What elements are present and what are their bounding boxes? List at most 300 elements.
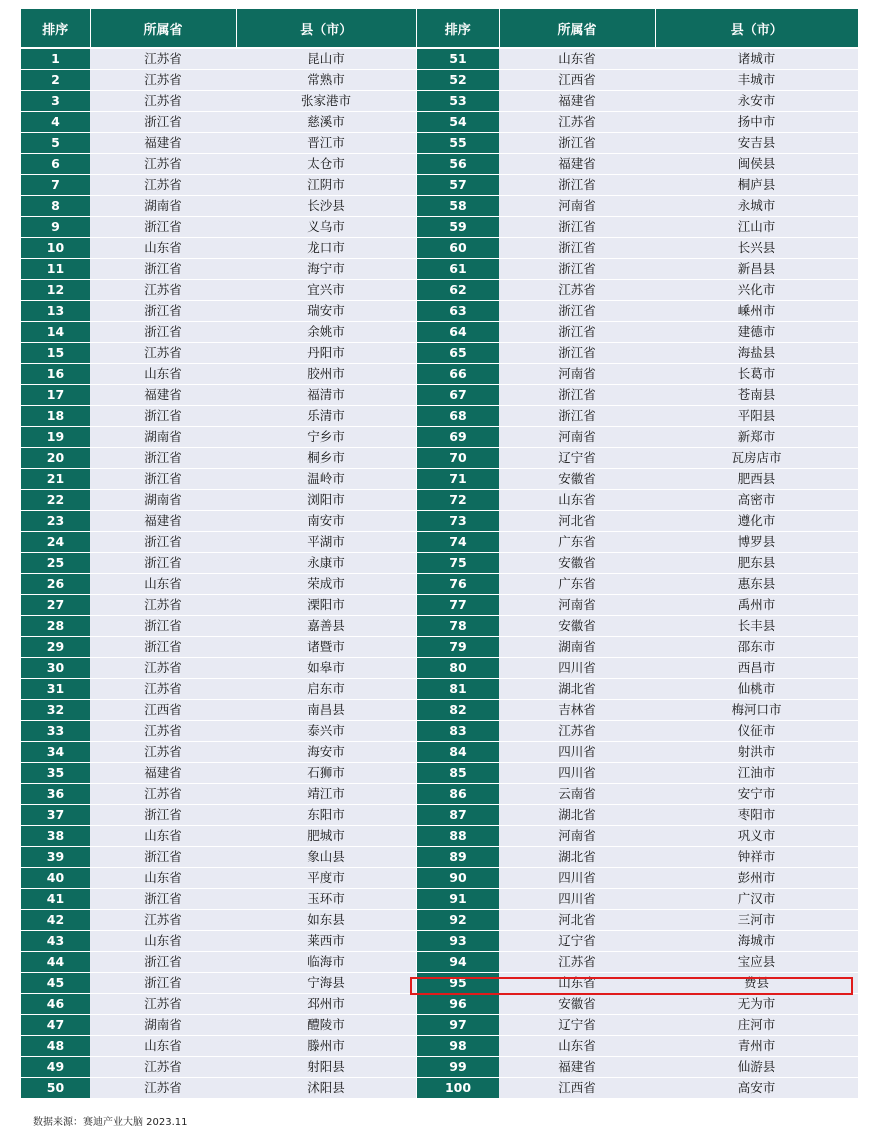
table-row xyxy=(21,196,416,217)
county-cell: 启东市 xyxy=(236,679,416,700)
province-cell: 江苏省 xyxy=(90,1057,236,1078)
rank-cell: 80 xyxy=(417,658,499,679)
county-cell: 晋江市 xyxy=(236,133,416,154)
county-cell: 巩义市 xyxy=(655,826,858,847)
rank-cell: 69 xyxy=(417,427,499,448)
table-row xyxy=(417,259,858,280)
table-row xyxy=(417,553,858,574)
table-row xyxy=(417,301,858,322)
table-row xyxy=(21,112,416,133)
rank-cell: 23 xyxy=(21,511,90,532)
rank-cell: 73 xyxy=(417,511,499,532)
table-row xyxy=(417,847,858,868)
table-row xyxy=(417,973,858,994)
table-row xyxy=(21,322,416,343)
rank-cell: 2 xyxy=(21,70,90,91)
province-cell: 安徽省 xyxy=(499,616,655,637)
province-cell: 浙江省 xyxy=(90,637,236,658)
table-row xyxy=(417,1078,858,1099)
county-cell: 滕州市 xyxy=(236,1036,416,1057)
county-cell: 仙游县 xyxy=(655,1057,858,1078)
table-row xyxy=(21,553,416,574)
province-cell: 江苏省 xyxy=(90,784,236,805)
province-cell: 浙江省 xyxy=(499,238,655,259)
county-cell: 遵化市 xyxy=(655,511,858,532)
table-row xyxy=(417,49,858,70)
province-cell: 江苏省 xyxy=(499,112,655,133)
rank-cell: 59 xyxy=(417,217,499,238)
county-cell: 太仓市 xyxy=(236,154,416,175)
province-cell: 山东省 xyxy=(90,1036,236,1057)
rank-cell: 4 xyxy=(21,112,90,133)
table-row xyxy=(417,343,858,364)
table-row xyxy=(417,427,858,448)
province-cell: 江苏省 xyxy=(90,91,236,112)
county-cell: 海盐县 xyxy=(655,343,858,364)
county-cell: 平阳县 xyxy=(655,406,858,427)
county-cell: 海安市 xyxy=(236,742,416,763)
province-cell: 河北省 xyxy=(499,511,655,532)
table-row xyxy=(417,490,858,511)
table-row xyxy=(21,217,416,238)
province-header: 所属省 xyxy=(90,9,236,47)
table-row xyxy=(417,910,858,931)
rank-cell: 63 xyxy=(417,301,499,322)
province-cell: 湖南省 xyxy=(90,1015,236,1036)
county-cell: 如东县 xyxy=(236,910,416,931)
rank-cell: 39 xyxy=(21,847,90,868)
rank-cell: 100 xyxy=(417,1078,499,1099)
province-cell: 江西省 xyxy=(90,700,236,721)
province-cell: 浙江省 xyxy=(90,322,236,343)
county-cell: 彭州市 xyxy=(655,868,858,889)
rank-cell: 48 xyxy=(21,1036,90,1057)
county-cell: 慈溪市 xyxy=(236,112,416,133)
table-row xyxy=(21,532,416,553)
rank-cell: 17 xyxy=(21,385,90,406)
county-cell: 义乌市 xyxy=(236,217,416,238)
province-cell: 福建省 xyxy=(90,763,236,784)
county-cell: 龙口市 xyxy=(236,238,416,259)
table-row xyxy=(21,280,416,301)
rank-cell: 32 xyxy=(21,700,90,721)
table-row xyxy=(417,175,858,196)
rank-cell: 26 xyxy=(21,574,90,595)
rank-cell: 7 xyxy=(21,175,90,196)
county-cell: 瓦房店市 xyxy=(655,448,858,469)
table-row xyxy=(21,721,416,742)
rank-cell: 66 xyxy=(417,364,499,385)
province-cell: 福建省 xyxy=(90,511,236,532)
table-row xyxy=(417,994,858,1015)
rank-cell: 55 xyxy=(417,133,499,154)
province-cell: 江西省 xyxy=(499,70,655,91)
county-cell: 桐庐县 xyxy=(655,175,858,196)
rank-cell: 74 xyxy=(417,532,499,553)
province-cell: 浙江省 xyxy=(90,889,236,910)
table-row xyxy=(417,469,858,490)
county-cell: 高安市 xyxy=(655,1078,858,1099)
province-cell: 福建省 xyxy=(499,154,655,175)
table-row xyxy=(417,154,858,175)
rank-cell: 44 xyxy=(21,952,90,973)
county-cell: 长沙县 xyxy=(236,196,416,217)
county-cell: 靖江市 xyxy=(236,784,416,805)
province-cell: 浙江省 xyxy=(90,217,236,238)
table-row xyxy=(417,700,858,721)
rank-cell: 43 xyxy=(21,931,90,952)
table-row xyxy=(417,742,858,763)
province-cell: 四川省 xyxy=(499,742,655,763)
province-cell: 山东省 xyxy=(499,49,655,70)
county-cell: 兴化市 xyxy=(655,280,858,301)
rank-cell: 5 xyxy=(21,133,90,154)
province-cell: 山东省 xyxy=(90,574,236,595)
province-cell: 山东省 xyxy=(90,238,236,259)
province-cell: 浙江省 xyxy=(90,952,236,973)
table-row xyxy=(21,364,416,385)
province-cell: 辽宁省 xyxy=(499,1015,655,1036)
table-row xyxy=(21,427,416,448)
county-cell: 肥东县 xyxy=(655,553,858,574)
county-cell: 江阴市 xyxy=(236,175,416,196)
data-source-note: 数据来源：赛迪产业大脑 2023.11 xyxy=(33,1117,188,1128)
county-cell: 三河市 xyxy=(655,910,858,931)
province-cell: 浙江省 xyxy=(499,322,655,343)
table-row xyxy=(21,805,416,826)
province-cell: 浙江省 xyxy=(90,301,236,322)
table-row xyxy=(417,511,858,532)
rank-cell: 64 xyxy=(417,322,499,343)
county-cell: 江山市 xyxy=(655,217,858,238)
rank-cell: 97 xyxy=(417,1015,499,1036)
county-cell: 长丰县 xyxy=(655,616,858,637)
table-row xyxy=(21,658,416,679)
rank-cell: 36 xyxy=(21,784,90,805)
rank-cell: 88 xyxy=(417,826,499,847)
province-cell: 江苏省 xyxy=(90,742,236,763)
table-row xyxy=(21,952,416,973)
province-cell: 山东省 xyxy=(499,1036,655,1057)
province-cell: 浙江省 xyxy=(90,469,236,490)
rank-cell: 87 xyxy=(417,805,499,826)
rank-cell: 11 xyxy=(21,259,90,280)
table-row xyxy=(21,973,416,994)
county-cell: 诸城市 xyxy=(655,49,858,70)
county-cell: 钟祥市 xyxy=(655,847,858,868)
rank-cell: 72 xyxy=(417,490,499,511)
county-cell: 乐清市 xyxy=(236,406,416,427)
table-row xyxy=(417,280,858,301)
county-cell: 邵东市 xyxy=(655,637,858,658)
province-cell: 云南省 xyxy=(499,784,655,805)
rank-cell: 62 xyxy=(417,280,499,301)
province-cell: 江苏省 xyxy=(90,175,236,196)
county-cell: 瑞安市 xyxy=(236,301,416,322)
province-cell: 湖南省 xyxy=(499,637,655,658)
county-cell: 嘉善县 xyxy=(236,616,416,637)
rank-cell: 60 xyxy=(417,238,499,259)
province-cell: 江苏省 xyxy=(499,952,655,973)
province-cell: 江西省 xyxy=(499,1078,655,1099)
rank-cell: 68 xyxy=(417,406,499,427)
table-row xyxy=(417,1015,858,1036)
province-cell: 浙江省 xyxy=(90,847,236,868)
rank-cell: 70 xyxy=(417,448,499,469)
county-cell: 宝应县 xyxy=(655,952,858,973)
ranking-table-right xyxy=(417,9,858,1099)
rank-cell: 30 xyxy=(21,658,90,679)
province-cell: 吉林省 xyxy=(499,700,655,721)
province-cell: 浙江省 xyxy=(90,973,236,994)
table-row xyxy=(21,469,416,490)
table-row xyxy=(21,868,416,889)
province-cell: 浙江省 xyxy=(90,259,236,280)
province-cell: 浙江省 xyxy=(90,448,236,469)
table-row xyxy=(417,196,858,217)
rank-cell: 82 xyxy=(417,700,499,721)
county-cell: 青州市 xyxy=(655,1036,858,1057)
county-cell: 永康市 xyxy=(236,553,416,574)
table-row xyxy=(417,406,858,427)
table-row xyxy=(21,511,416,532)
rank-cell: 12 xyxy=(21,280,90,301)
rank-cell: 46 xyxy=(21,994,90,1015)
rank-cell: 78 xyxy=(417,616,499,637)
rank-cell: 58 xyxy=(417,196,499,217)
province-cell: 江苏省 xyxy=(90,154,236,175)
province-cell: 山东省 xyxy=(90,826,236,847)
rank-cell: 85 xyxy=(417,763,499,784)
rank-cell: 37 xyxy=(21,805,90,826)
table-row xyxy=(417,679,858,700)
province-cell: 江苏省 xyxy=(90,679,236,700)
county-cell: 射阳县 xyxy=(236,1057,416,1078)
province-cell: 江苏省 xyxy=(90,595,236,616)
rank-cell: 98 xyxy=(417,1036,499,1057)
table-row xyxy=(417,826,858,847)
county-cell: 宜兴市 xyxy=(236,280,416,301)
table-row xyxy=(21,154,416,175)
table-row xyxy=(21,910,416,931)
rank-cell: 61 xyxy=(417,259,499,280)
table-row xyxy=(417,322,858,343)
province-cell: 四川省 xyxy=(499,658,655,679)
rank-cell: 47 xyxy=(21,1015,90,1036)
table-row xyxy=(417,112,858,133)
province-cell: 辽宁省 xyxy=(499,931,655,952)
table-row xyxy=(21,1015,416,1036)
rank-cell: 52 xyxy=(417,70,499,91)
county-cell: 长兴县 xyxy=(655,238,858,259)
province-cell: 安徽省 xyxy=(499,994,655,1015)
county-cell: 浏阳市 xyxy=(236,490,416,511)
county-cell: 醴陵市 xyxy=(236,1015,416,1036)
county-cell: 苍南县 xyxy=(655,385,858,406)
rank-cell: 18 xyxy=(21,406,90,427)
province-cell: 山东省 xyxy=(90,364,236,385)
table-row xyxy=(21,1078,416,1099)
rank-cell: 67 xyxy=(417,385,499,406)
county-cell: 永安市 xyxy=(655,91,858,112)
rank-cell: 95 xyxy=(417,973,499,994)
table-row xyxy=(21,1057,416,1078)
county-cell: 仙桃市 xyxy=(655,679,858,700)
rank-cell: 22 xyxy=(21,490,90,511)
table-row xyxy=(21,49,416,70)
province-cell: 广东省 xyxy=(499,574,655,595)
rank-cell: 50 xyxy=(21,1078,90,1099)
rank-cell: 19 xyxy=(21,427,90,448)
province-cell: 福建省 xyxy=(499,91,655,112)
county-cell: 惠东县 xyxy=(655,574,858,595)
rank-cell: 65 xyxy=(417,343,499,364)
rank-cell: 71 xyxy=(417,469,499,490)
rank-cell: 96 xyxy=(417,994,499,1015)
county-cell: 安宁市 xyxy=(655,784,858,805)
table-row xyxy=(21,70,416,91)
rank-cell: 15 xyxy=(21,343,90,364)
rank-cell: 54 xyxy=(417,112,499,133)
rank-header: 排序 xyxy=(417,9,499,47)
rank-cell: 24 xyxy=(21,532,90,553)
table-row xyxy=(21,994,416,1015)
county-cell: 胶州市 xyxy=(236,364,416,385)
rank-cell: 31 xyxy=(21,679,90,700)
county-cell: 南安市 xyxy=(236,511,416,532)
county-cell: 扬中市 xyxy=(655,112,858,133)
rank-cell: 21 xyxy=(21,469,90,490)
rank-cell: 34 xyxy=(21,742,90,763)
rank-cell: 56 xyxy=(417,154,499,175)
table-row xyxy=(417,931,858,952)
province-cell: 四川省 xyxy=(499,763,655,784)
table-row xyxy=(417,91,858,112)
county-cell: 无为市 xyxy=(655,994,858,1015)
county-cell: 南昌县 xyxy=(236,700,416,721)
table-row xyxy=(21,91,416,112)
table-row xyxy=(417,721,858,742)
county-cell: 高密市 xyxy=(655,490,858,511)
province-cell: 浙江省 xyxy=(499,133,655,154)
county-cell: 闽侯县 xyxy=(655,154,858,175)
province-cell: 江苏省 xyxy=(90,721,236,742)
table-row xyxy=(21,574,416,595)
county-cell: 临海市 xyxy=(236,952,416,973)
table-row xyxy=(21,238,416,259)
county-cell: 东阳市 xyxy=(236,805,416,826)
province-cell: 浙江省 xyxy=(90,616,236,637)
county-cell: 新郑市 xyxy=(655,427,858,448)
table-row xyxy=(21,595,416,616)
province-cell: 浙江省 xyxy=(90,532,236,553)
rank-cell: 57 xyxy=(417,175,499,196)
county-cell: 肥城市 xyxy=(236,826,416,847)
county-cell: 江油市 xyxy=(655,763,858,784)
province-cell: 湖北省 xyxy=(499,679,655,700)
province-cell: 浙江省 xyxy=(499,343,655,364)
county-cell: 溧阳市 xyxy=(236,595,416,616)
province-cell: 江苏省 xyxy=(90,658,236,679)
table-row xyxy=(417,658,858,679)
table-row xyxy=(417,616,858,637)
county-cell: 枣阳市 xyxy=(655,805,858,826)
county-cell: 玉环市 xyxy=(236,889,416,910)
county-cell: 诸暨市 xyxy=(236,637,416,658)
table-row xyxy=(21,448,416,469)
county-cell: 常熟市 xyxy=(236,70,416,91)
rank-cell: 51 xyxy=(417,49,499,70)
province-cell: 浙江省 xyxy=(90,112,236,133)
rank-cell: 6 xyxy=(21,154,90,175)
county-cell: 宁海县 xyxy=(236,973,416,994)
province-cell: 湖南省 xyxy=(90,196,236,217)
table-header-row xyxy=(417,9,858,47)
table-row xyxy=(21,406,416,427)
county-cell: 禹州市 xyxy=(655,595,858,616)
table-row xyxy=(417,385,858,406)
county-cell: 福清市 xyxy=(236,385,416,406)
county-cell: 张家港市 xyxy=(236,91,416,112)
rank-cell: 28 xyxy=(21,616,90,637)
county-cell: 永城市 xyxy=(655,196,858,217)
province-cell: 浙江省 xyxy=(499,406,655,427)
county-cell: 丹阳市 xyxy=(236,343,416,364)
rank-cell: 29 xyxy=(21,637,90,658)
table-row xyxy=(21,700,416,721)
province-cell: 江苏省 xyxy=(499,721,655,742)
province-cell: 湖南省 xyxy=(90,490,236,511)
province-cell: 江苏省 xyxy=(90,343,236,364)
table-row xyxy=(417,574,858,595)
province-cell: 浙江省 xyxy=(499,217,655,238)
rank-cell: 53 xyxy=(417,91,499,112)
county-cell: 桐乡市 xyxy=(236,448,416,469)
rank-cell: 93 xyxy=(417,931,499,952)
province-cell: 山东省 xyxy=(499,973,655,994)
table-row xyxy=(21,742,416,763)
table-row xyxy=(21,175,416,196)
province-cell: 河北省 xyxy=(499,910,655,931)
table-row xyxy=(417,532,858,553)
province-cell: 山东省 xyxy=(499,490,655,511)
table-row xyxy=(21,847,416,868)
province-cell: 福建省 xyxy=(90,385,236,406)
rank-cell: 40 xyxy=(21,868,90,889)
table-row xyxy=(21,385,416,406)
rank-cell: 41 xyxy=(21,889,90,910)
province-cell: 江苏省 xyxy=(90,1078,236,1099)
county-cell: 邳州市 xyxy=(236,994,416,1015)
table-row xyxy=(21,301,416,322)
rank-cell: 79 xyxy=(417,637,499,658)
province-cell: 河南省 xyxy=(499,595,655,616)
table-row xyxy=(417,805,858,826)
rank-cell: 45 xyxy=(21,973,90,994)
county-cell: 建德市 xyxy=(655,322,858,343)
county-cell: 余姚市 xyxy=(236,322,416,343)
table-row xyxy=(417,217,858,238)
county-cell: 荣成市 xyxy=(236,574,416,595)
province-cell: 福建省 xyxy=(90,133,236,154)
province-cell: 河南省 xyxy=(499,826,655,847)
rank-cell: 10 xyxy=(21,238,90,259)
table-row xyxy=(21,931,416,952)
rank-cell: 13 xyxy=(21,301,90,322)
table-row xyxy=(417,1036,858,1057)
province-cell: 浙江省 xyxy=(499,385,655,406)
table-row xyxy=(417,595,858,616)
